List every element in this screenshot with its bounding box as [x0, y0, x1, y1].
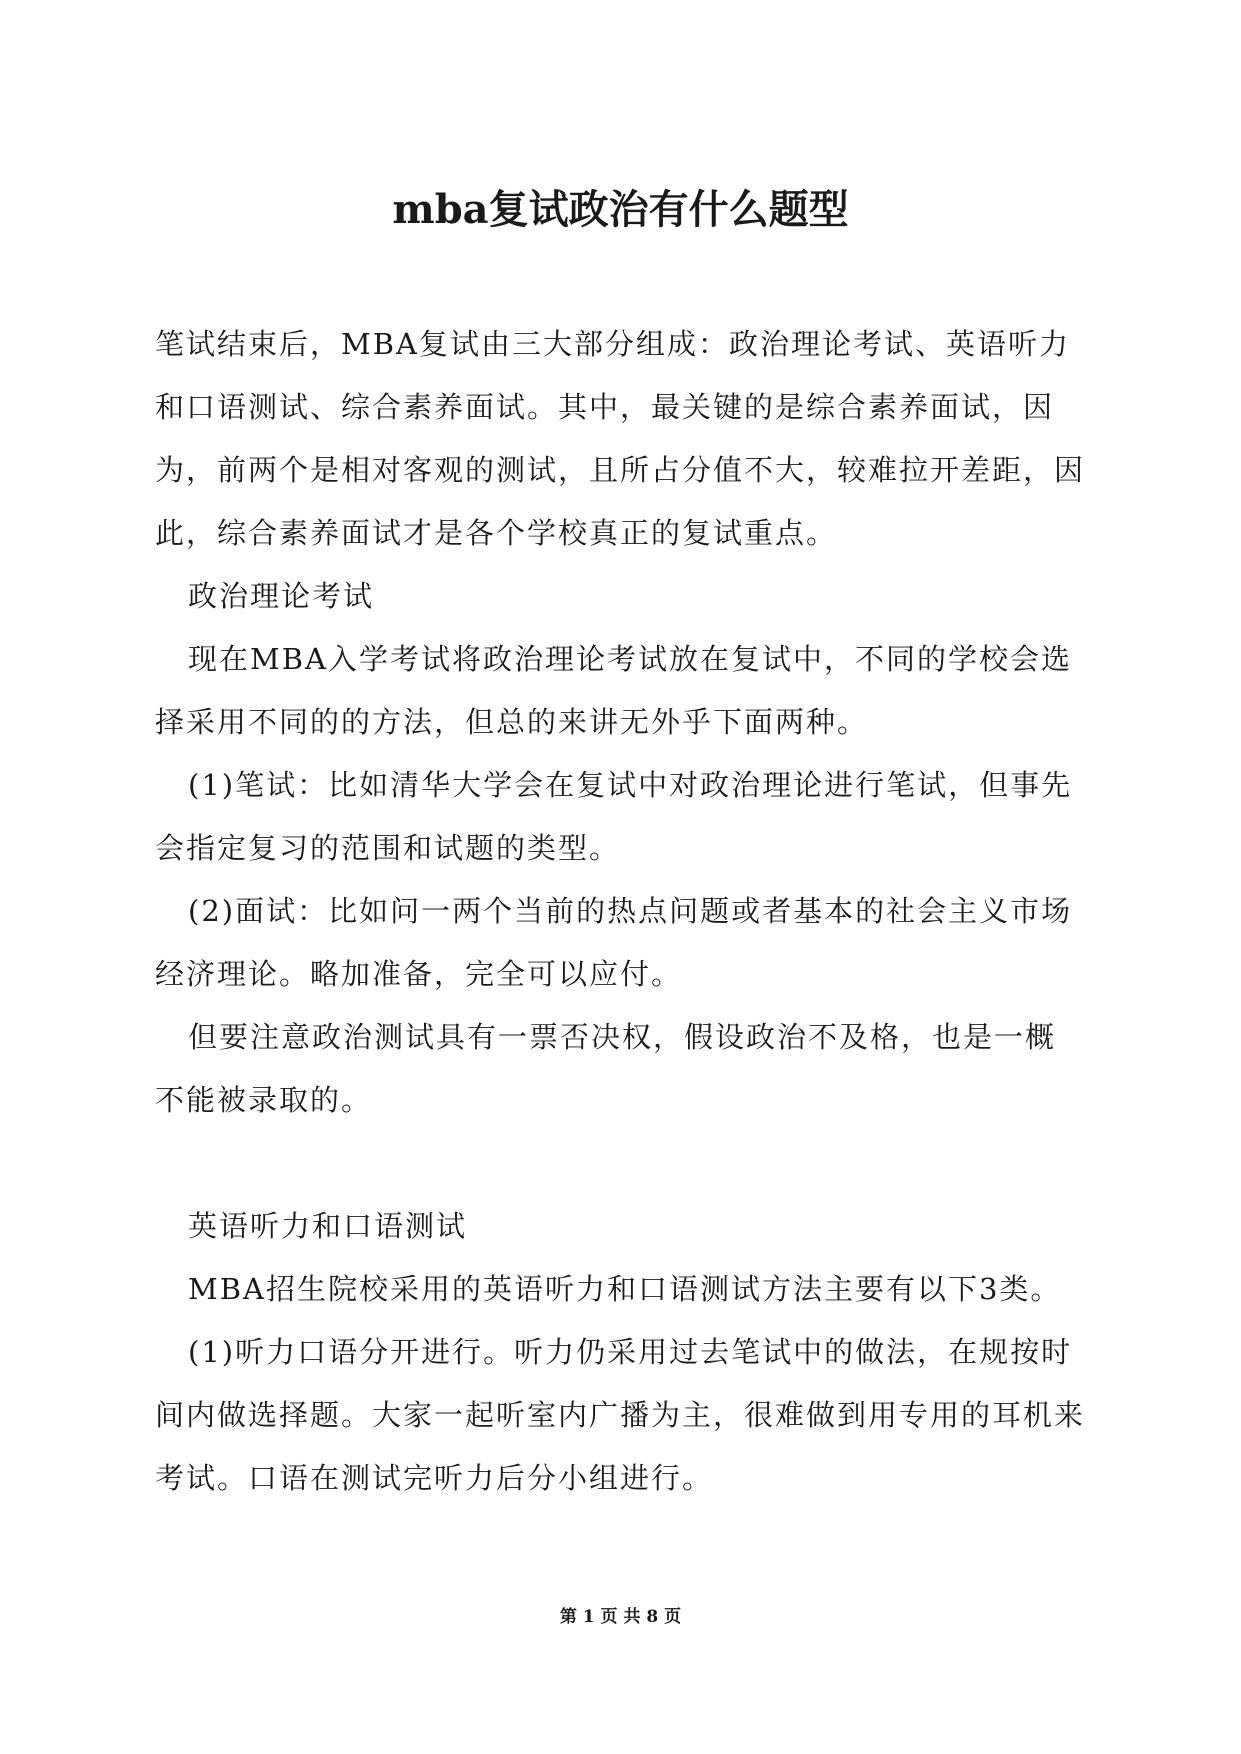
section-heading-politics: 政治理论考试 [188, 579, 375, 613]
paragraph-intro: 笔试结束后，MBA复试由三大部分组成：政治理论考试、英语听力和口语测试、综合素养面试。其中，最关键的是综合素养面试，因为，前两个是相对客观的测试，且所占分值不大，较难拉开差距，因此，综合素养面试才是各个学校真正的复试重点。 [155, 327, 1086, 550]
paragraph-listening-oral: (1)听力口语分开进行。听力仍采用过去笔试中的做法，在规按时间内做选择题。大家一起听室内广播为主，很难做到用专用的耳机来考试。口语在测试完听力后分小组进行。 [155, 1335, 1086, 1495]
paragraph-politics-methods: 现在MBA入学考试将政治理论考试放在复试中，不同的学校会选择采用不同的的方法，但总的来讲无外乎下面两种。 [155, 642, 1072, 739]
paragraph-spacer [155, 1132, 1085, 1195]
paragraph-written-exam: (1)笔试：比如清华大学会在复试中对政治理论进行笔试，但事先会指定复习的范围和试题的类型。 [155, 768, 1073, 865]
page-footer: 第 1 页 共 8 页 [559, 1607, 682, 1627]
paragraph-english-methods: MBA招生院校采用的英语听力和口语测试方法主要有以下3类。 [188, 1272, 1062, 1306]
section-heading-english: 英语听力和口语测试 [188, 1209, 468, 1243]
document-body [155, 313, 1085, 1510]
paragraph-interview: (2)面试：比如问一两个当前的热点问题或者基本的社会主义市场经济理论。略加准备，完全可以应付。 [155, 894, 1073, 991]
paragraph-veto-note: 但要注意政治测试具有一票否决权，假设政治不及格，也是一概不能被录取的。 [155, 1020, 1057, 1117]
document-title: mba复试政治有什么题型 [392, 186, 849, 233]
